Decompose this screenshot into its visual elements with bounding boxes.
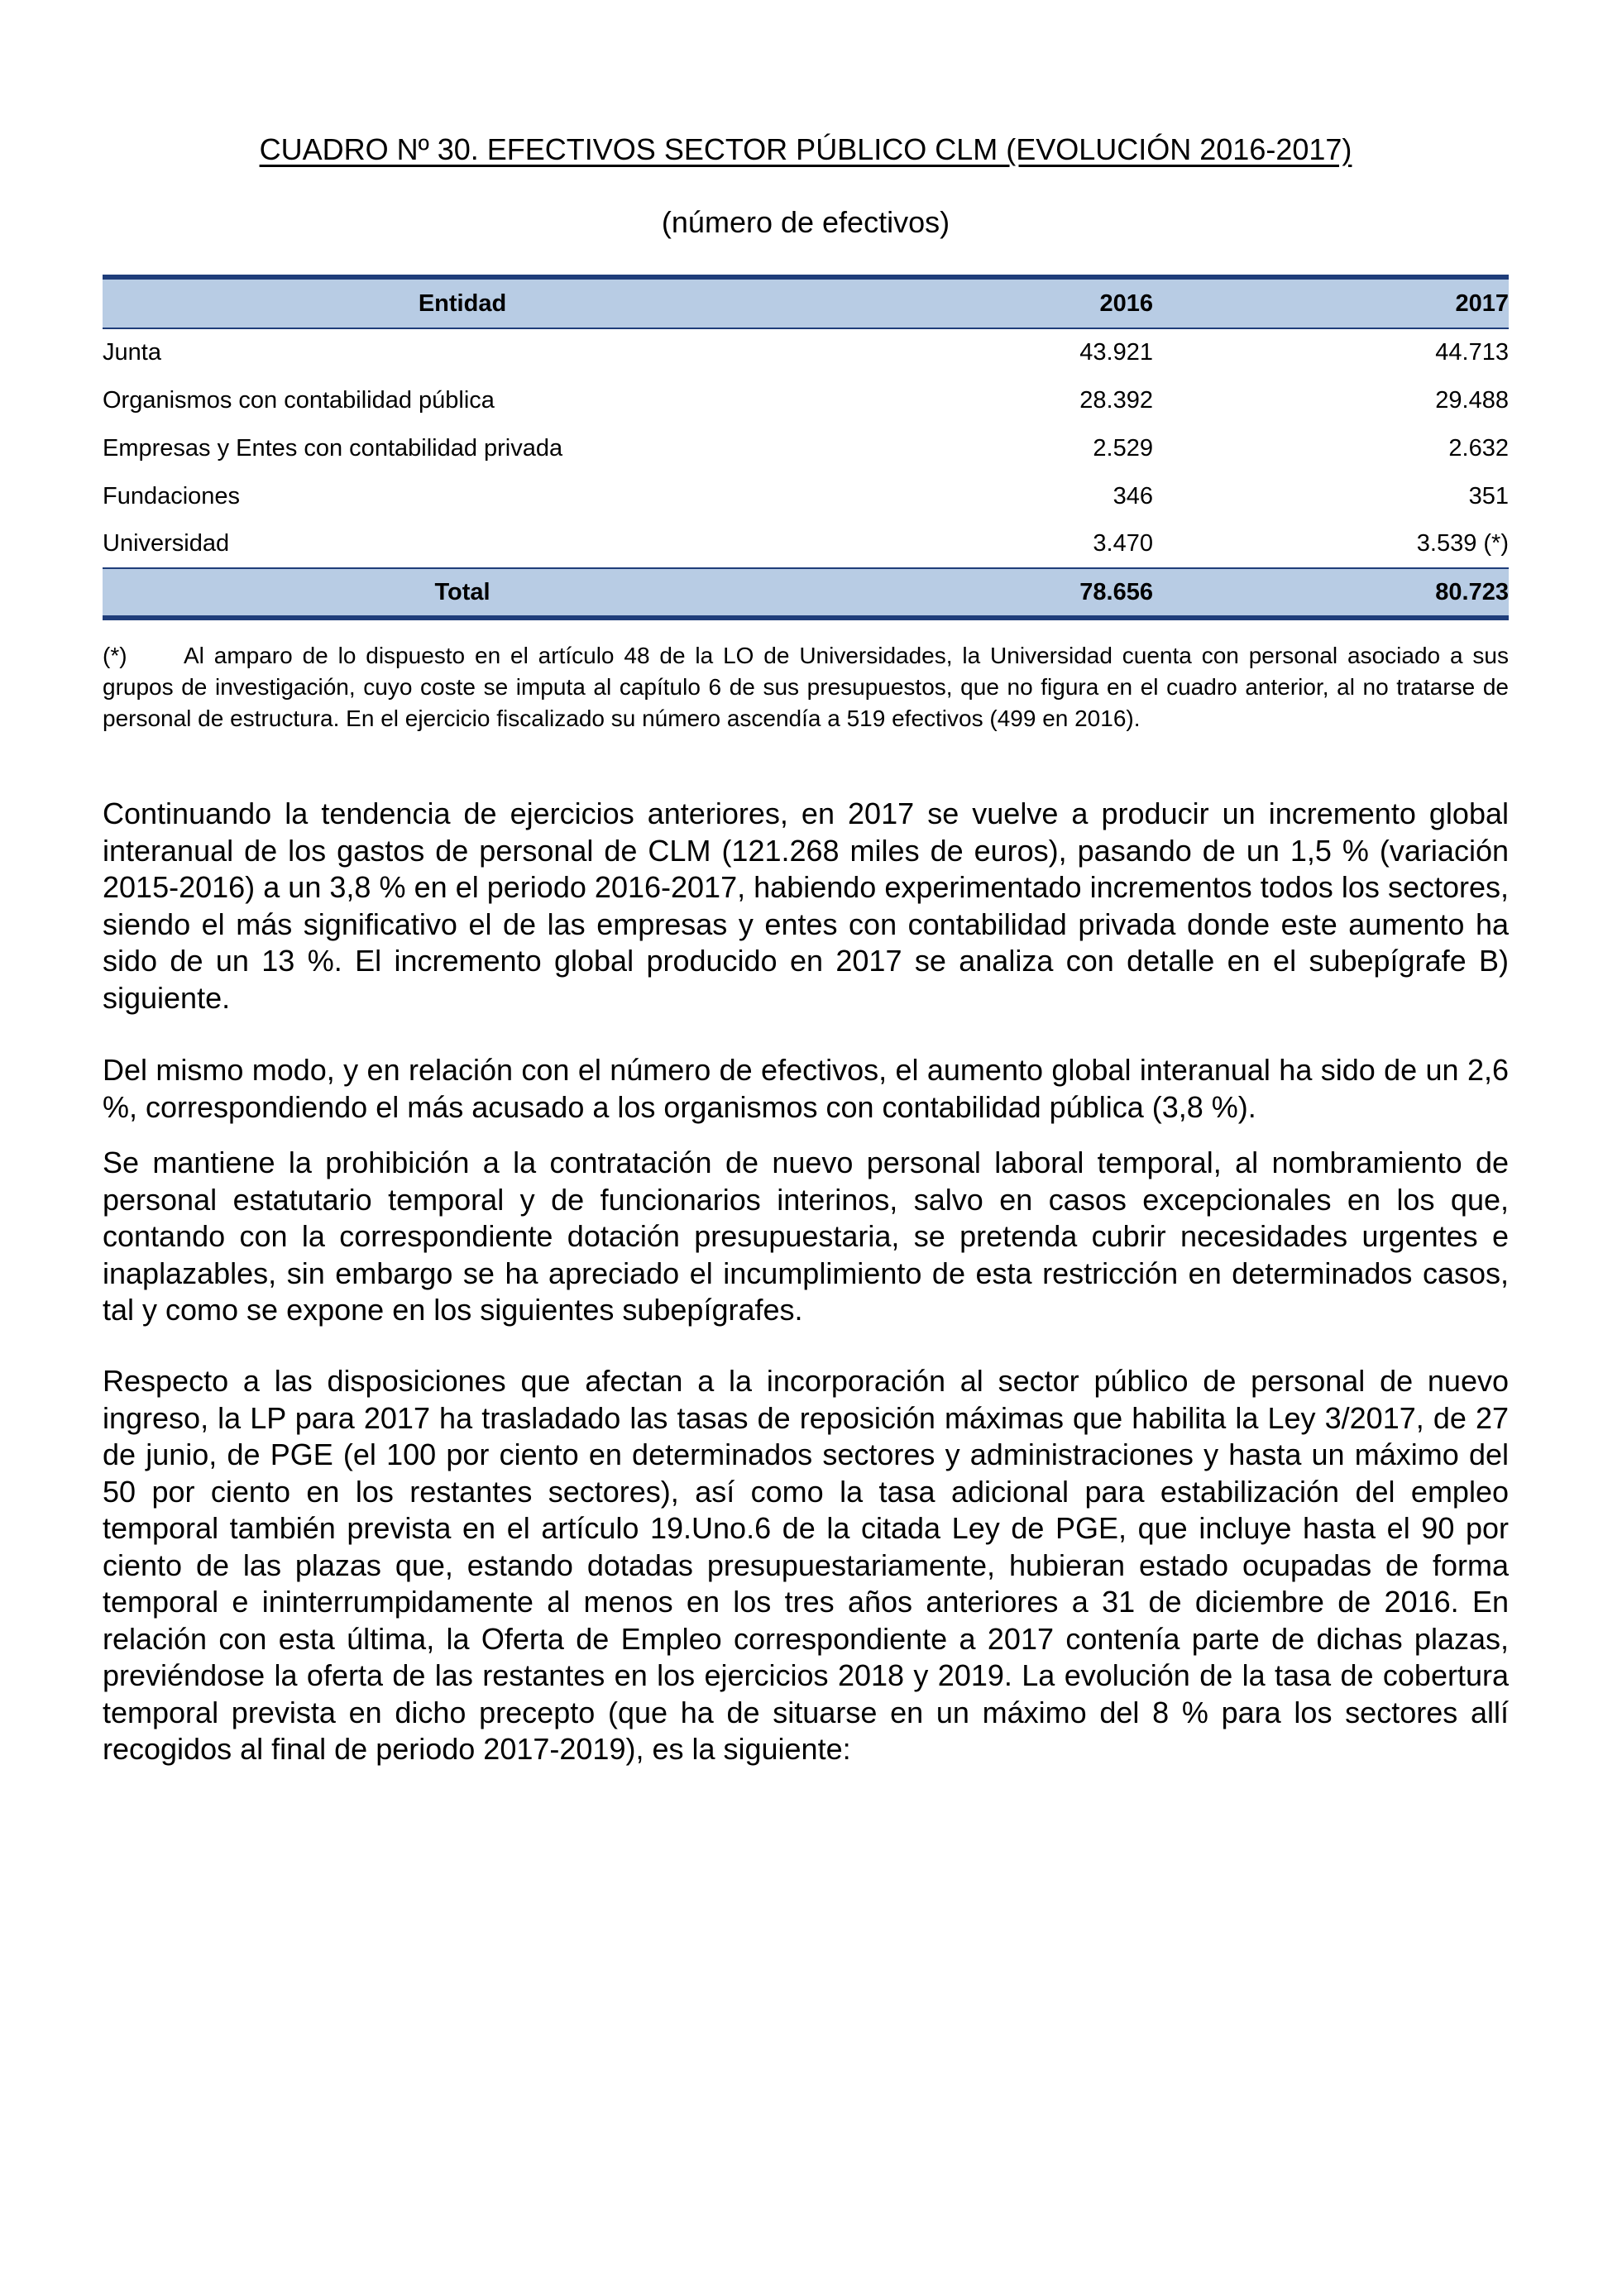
table-row [103, 424, 1509, 472]
total-label: Total [103, 568, 822, 618]
table-total-row [103, 568, 1509, 618]
cell-entidad: Organismos con contabilidad pública [103, 386, 495, 414]
cell-2017: 2.632 [1448, 434, 1509, 462]
cell-entidad: Universidad [103, 530, 230, 557]
table-subtitle: (número de efectivos) [661, 205, 950, 239]
cell-2017: 351 [1468, 482, 1509, 509]
cell-2017: 44.713 [1435, 339, 1509, 366]
table-row [103, 376, 1509, 424]
table-header-row [103, 277, 1509, 328]
cell-entidad: Junta [103, 339, 161, 366]
body-paragraph-1: Continuando la tendencia de ejercicios anteriores, en 2017 se vuelve a producir un incremento global interanual de los gastos de personal de CLM (121.268 miles de euros), pasando de un 1,5 % (variación 2015-2016) a un 3,8 % en el periodo 2016-2017, habiendo experimentado incrementos todos los sectores, siendo el más significativo el de las empresas y entes con contabilidad privada donde este aumento ha sido de un 13 %. El incremento global producido en 2017 se analiza con detalle en el subepígrafe B) siguiente. [103, 796, 1509, 1015]
body-paragraph-4: Respecto a las disposiciones que afectan a la incorporación al sector público de personal de nuevo ingreso, la LP para 2017 ha trasladado las tasas de reposición máximas que habilita la Ley 3/2017, de 27 de junio, de PGE (el 100 por ciento en determinados sectores y administraciones y hasta un máximo del 50 por ciento en los restantes sectores), así como la tasa adicional para estabilización del empleo temporal también prevista en el artículo 19.Uno.6 de la citada Ley de PGE, que incluye hasta el 90 por ciento de las plazas que, estando dotadas presupuestariamente, hubieran estado ocupadas de forma temporal e ininterrumpidamente al menos en los tres años anteriores a 31 de diciembre de 2016. En relación con esta última, la Oferta de Empleo correspondiente a 2017 contenía parte de dichas plazas, previéndose la oferta de las restantes en los ejercicios 2018 y 2019. La evolución de la tasa de cobertura temporal prevista en dicho precepto (que ha de situarse en un máximo del 8 % para los sectores allí recogidos al final de periodo 2017-2019), es la siguiente: [103, 1364, 1509, 1766]
body-paragraph-2: Del mismo modo, y en relación con el número de efectivos, el aumento global interanual ha sido de un 2,6 %, correspondiendo el más acusado a los organismos con contabilidad pública (3,8 %). [103, 1053, 1509, 1124]
footnote-mark: (*) [103, 643, 127, 668]
cell-2016: 2.529 [1093, 434, 1153, 462]
cell-2017: 3.539 (*) [1416, 530, 1509, 557]
header-2016: 2016 [822, 277, 1153, 328]
cell-2016: 346 [1113, 482, 1153, 509]
total-2016: 78.656 [822, 568, 1153, 618]
efectivos-table [103, 275, 1509, 620]
cell-2016: 43.921 [1079, 339, 1153, 366]
table-row [103, 520, 1509, 568]
table-row [103, 472, 1509, 520]
cell-entidad: Fundaciones [103, 482, 241, 509]
cell-entidad: Empresas y Entes con contabilidad privada [103, 434, 563, 462]
cell-2016: 3.470 [1093, 530, 1153, 557]
table-row [103, 328, 1509, 376]
header-2017: 2017 [1153, 277, 1509, 328]
total-2017: 80.723 [1153, 568, 1509, 618]
cell-2017: 29.488 [1435, 386, 1509, 414]
table-title: CUADRO Nº 30. EFECTIVOS SECTOR PÚBLICO CLM (EVOLUCIÓN 2016-2017) [259, 132, 1352, 166]
header-entidad: Entidad [103, 277, 822, 328]
cell-2016: 28.392 [1079, 386, 1153, 414]
body-paragraph-3: Se mantiene la prohibición a la contratación de nuevo personal laboral temporal, al nombramiento de personal estatutario temporal y de funcionarios interinos, salvo en casos excepcionales en los que, contando con la correspondiente dotación presupuestaria, se pretenda cubrir necesidades urgentes e inaplazables, sin embargo se ha apreciado el incumplimiento de esta restricción en determinados casos, tal y como se expone en los siguientes subepígrafes. [103, 1146, 1509, 1327]
table-footnote [103, 640, 1509, 734]
footnote-text: Al amparo de lo dispuesto en el artículo 48 de la LO de Universidades, la Universidad cuenta con personal asociado a sus grupos de investigación, cuyo coste se imputa al capítulo 6 de sus presupuestos, que no figura en el cuadro anterior, al no tratarse de personal de estructura. En el ejercicio fiscalizado su número ascendía a 519 efectivos (499 en 2016). [103, 643, 1509, 731]
